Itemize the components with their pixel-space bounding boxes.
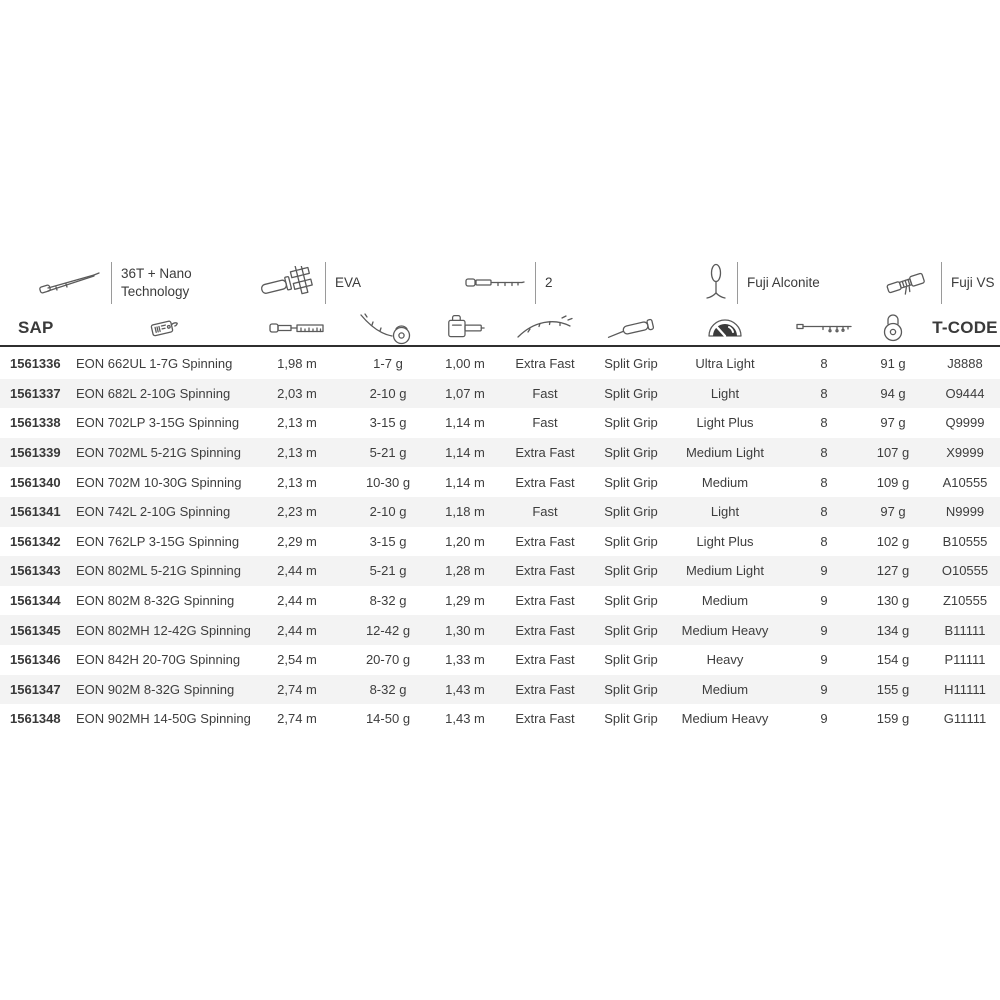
sap-cell: 1561346 (10, 652, 61, 668)
sap-cell: 1561348 (10, 711, 61, 727)
tcode-cell: B10555 (942, 533, 988, 549)
table-row (0, 645, 1000, 675)
tcode-cell: A10555 (942, 474, 988, 490)
power-cell: Medium Heavy (681, 711, 769, 727)
transport-length-cell: 1,14 m (445, 474, 485, 490)
weight-cell: 107 g (876, 445, 910, 461)
sap-cell: 1561336 (10, 356, 61, 372)
sap-cell: 1561340 (10, 474, 61, 490)
power-cell: Light Plus (696, 415, 754, 431)
spec-blank-material (36, 256, 192, 310)
table-row (0, 586, 1000, 616)
length-cell: 1,98 m (277, 356, 317, 372)
spec-label: Fuji VS (951, 275, 995, 291)
handle-cell: Split Grip (604, 415, 658, 431)
sap-cell: 1561344 (10, 593, 61, 609)
reel-seat-icon (882, 266, 932, 300)
transport-length-cell: 1,20 m (445, 533, 485, 549)
eva-grip-icon (258, 266, 316, 300)
power-cell: Medium Light (685, 445, 765, 461)
guides-count-cell: 9 (820, 681, 828, 697)
casting-weight-cell: 12-42 g (365, 622, 411, 638)
table-row (0, 556, 1000, 586)
length-cell: 2,13 m (277, 474, 317, 490)
weight-cell: 94 g (880, 385, 906, 401)
divider (535, 262, 536, 304)
guides-count-cell: 8 (820, 445, 828, 461)
weight-cell: 97 g (880, 504, 906, 520)
action-cell: Fast (532, 504, 558, 520)
weight-cell: 130 g (876, 593, 910, 609)
guides-count-cell: 8 (820, 533, 828, 549)
weight-cell: 102 g (876, 533, 910, 549)
divider (111, 262, 112, 304)
tcode-cell: O10555 (941, 563, 989, 579)
power-cell: Medium (701, 681, 749, 697)
action-cell: Extra Fast (515, 681, 575, 697)
length-cell: 2,44 m (277, 622, 317, 638)
guides-count-cell: 9 (820, 563, 828, 579)
table-row (0, 615, 1000, 645)
power-cell: Light (710, 385, 740, 401)
length-cell: 2,13 m (277, 445, 317, 461)
action-cell: Extra Fast (515, 652, 575, 668)
rod-length-icon (262, 319, 332, 337)
weight-cell: 155 g (876, 681, 910, 697)
length-cell: 2,23 m (277, 504, 317, 520)
sap-cell: 1561338 (10, 415, 61, 431)
transport-length-cell: 1,30 m (445, 622, 485, 638)
guides-count-cell: 9 (820, 652, 828, 668)
weight-cell: 127 g (876, 563, 910, 579)
power-cell: Medium (701, 474, 749, 490)
tag-icon (70, 315, 262, 341)
casting-weight-cell: 3-15 g (369, 533, 407, 549)
length-cell: 2,74 m (277, 711, 317, 727)
action-cell: Extra Fast (515, 356, 575, 372)
transport-length-cell: 1,14 m (445, 415, 485, 431)
power-cell: Light (710, 504, 740, 520)
spec-grip-material (258, 256, 361, 310)
action-cell: Fast (532, 385, 558, 401)
handle-cell: Split Grip (604, 563, 658, 579)
tcode-cell: N9999 (945, 504, 985, 520)
casting-weight-cell: 20-70 g (365, 652, 411, 668)
casting-weight-cell: 2-10 g (369, 504, 407, 520)
sap-cell: 1561339 (10, 445, 61, 461)
casting-weight-cell: 10-30 g (365, 474, 411, 490)
casting-weight-cell: 14-50 g (365, 711, 411, 727)
guides-count-cell: 9 (820, 622, 828, 638)
model-name-cell: EON 902MH 14-50G Spinning (76, 711, 251, 727)
casting-weight-cell: 8-32 g (369, 593, 407, 609)
length-cell: 2,74 m (277, 681, 317, 697)
model-name-cell: EON 702M 10-30G Spinning (76, 474, 242, 490)
divider (325, 262, 326, 304)
transport-length-cell: 1,29 m (445, 593, 485, 609)
handle-cell: Split Grip (604, 652, 658, 668)
weight-cell: 109 g (876, 474, 910, 490)
casting-weight-cell: 1-7 g (373, 356, 403, 372)
guides-count-cell: 8 (820, 504, 828, 520)
length-cell: 2,29 m (277, 533, 317, 549)
handle-cell: Split Grip (604, 593, 658, 609)
weight-cell: 134 g (876, 622, 910, 638)
spec-label: Fuji Alconite (747, 275, 820, 291)
spec-label: EVA (335, 275, 362, 291)
transport-length-icon (444, 311, 486, 345)
casting-weight-cell: 8-32 g (369, 681, 407, 697)
handle-cell: Split Grip (604, 622, 658, 638)
divider (737, 262, 738, 304)
table-row (0, 497, 1000, 527)
divider (941, 262, 942, 304)
action-cell: Extra Fast (515, 711, 575, 727)
tcode-column-header: T-CODE (932, 318, 998, 337)
action-cell: Extra Fast (515, 563, 575, 579)
length-cell: 2,44 m (277, 563, 317, 579)
weight-cell: 159 g (876, 711, 910, 727)
sap-cell: 1561342 (10, 533, 61, 549)
transport-length-cell: 1,14 m (445, 445, 485, 461)
table-row (0, 379, 1000, 409)
transport-length-cell: 1,43 m (445, 711, 485, 727)
spec-sections (464, 256, 553, 310)
rod-action-icon (486, 315, 604, 341)
length-cell: 2,03 m (277, 385, 317, 401)
power-cell: Ultra Light (695, 356, 755, 372)
model-name-cell: EON 802M 8-32G Spinning (76, 593, 235, 609)
handle-cell: Split Grip (604, 711, 658, 727)
handle-cell: Split Grip (604, 474, 658, 490)
model-name-cell: EON 702LP 3-15G Spinning (76, 415, 240, 431)
weight-cell: 91 g (880, 356, 906, 372)
table-body (0, 349, 1000, 734)
table-row (0, 675, 1000, 705)
weight-cell: 154 g (876, 652, 910, 668)
transport-length-cell: 1,07 m (445, 385, 485, 401)
power-cell: Medium (701, 593, 749, 609)
spec-label: 2 (545, 275, 553, 291)
table-row (0, 527, 1000, 557)
table-row (0, 408, 1000, 438)
handle-cell: Split Grip (604, 504, 658, 520)
power-cell: Medium Light (685, 563, 765, 579)
table-row (0, 349, 1000, 379)
tcode-cell: B11111 (944, 622, 986, 638)
power-gauge-icon (658, 318, 792, 338)
casting-weight-icon (332, 310, 444, 346)
model-name-cell: EON 762LP 3-15G Spinning (76, 533, 240, 549)
casting-weight-cell: 3-15 g (369, 415, 407, 431)
tcode-cell: O9444 (945, 385, 985, 401)
table-row (0, 438, 1000, 468)
handle-cell: Split Grip (604, 533, 658, 549)
tcode-cell: H11111 (944, 681, 986, 697)
rod-blank-icon (36, 268, 102, 298)
guides-count-icon (792, 321, 856, 335)
weight-cell: 97 g (880, 415, 906, 431)
casting-weight-cell: 2-10 g (369, 385, 407, 401)
handle-cell: Split Grip (604, 385, 658, 401)
table-row (0, 704, 1000, 734)
action-cell: Extra Fast (515, 622, 575, 638)
action-cell: Extra Fast (515, 533, 575, 549)
length-cell: 2,13 m (277, 415, 317, 431)
transport-length-cell: 1,33 m (445, 652, 485, 668)
tcode-cell: J8888 (947, 356, 983, 372)
model-name-cell: EON 662UL 1-7G Spinning (76, 356, 233, 372)
guide-ring-icon (704, 262, 728, 304)
model-name-cell: EON 802MH 12-42G Spinning (76, 622, 251, 638)
power-cell: Light Plus (696, 533, 754, 549)
model-name-cell: EON 802ML 5-21G Spinning (76, 563, 242, 579)
guides-count-cell: 9 (820, 711, 828, 727)
sap-cell: 1561337 (10, 385, 61, 401)
guides-count-cell: 9 (820, 593, 828, 609)
action-cell: Extra Fast (515, 445, 575, 461)
rod-sections-icon (464, 270, 526, 296)
transport-length-cell: 1,00 m (445, 356, 485, 372)
spec-reel-seat (882, 256, 995, 310)
handle-cell: Split Grip (604, 356, 658, 372)
length-cell: 2,44 m (277, 593, 317, 609)
sap-cell: 1561341 (10, 504, 61, 520)
sap-cell: 1561343 (10, 563, 61, 579)
power-cell: Medium Heavy (681, 622, 769, 638)
sap-column-header: SAP (18, 318, 54, 337)
transport-length-cell: 1,28 m (445, 563, 485, 579)
length-cell: 2,54 m (277, 652, 317, 668)
transport-length-cell: 1,43 m (445, 681, 485, 697)
spec-label: 36T + Nano Technology (121, 266, 192, 299)
sap-cell: 1561345 (10, 622, 61, 638)
model-name-cell: EON 902M 8-32G Spinning (76, 681, 235, 697)
table-row (0, 467, 1000, 497)
column-header-row (0, 310, 1000, 347)
tcode-cell: G11111 (943, 711, 987, 727)
power-cell: Heavy (706, 652, 744, 668)
kettlebell-weight-icon (856, 313, 930, 343)
tcode-cell: P11111 (944, 652, 986, 668)
model-name-cell: EON 682L 2-10G Spinning (76, 385, 231, 401)
model-name-cell: EON 842H 20-70G Spinning (76, 652, 241, 668)
tcode-cell: X9999 (946, 445, 984, 461)
guides-count-cell: 8 (820, 356, 828, 372)
tcode-cell: Q9999 (945, 415, 985, 431)
model-name-cell: EON 702ML 5-21G Spinning (76, 445, 242, 461)
sap-cell: 1561347 (10, 681, 61, 697)
action-cell: Extra Fast (515, 593, 575, 609)
transport-length-cell: 1,18 m (445, 504, 485, 520)
action-cell: Extra Fast (515, 474, 575, 490)
action-cell: Fast (532, 415, 558, 431)
handle-cell: Split Grip (604, 681, 658, 697)
spec-guides (704, 256, 820, 310)
handle-icon (604, 316, 658, 340)
guides-count-cell: 8 (820, 415, 828, 431)
casting-weight-cell: 5-21 g (369, 563, 407, 579)
tcode-cell: Z10555 (942, 593, 988, 609)
casting-weight-cell: 5-21 g (369, 445, 407, 461)
handle-cell: Split Grip (604, 445, 658, 461)
model-name-cell: EON 742L 2-10G Spinning (76, 504, 231, 520)
guides-count-cell: 8 (820, 474, 828, 490)
guides-count-cell: 8 (820, 385, 828, 401)
